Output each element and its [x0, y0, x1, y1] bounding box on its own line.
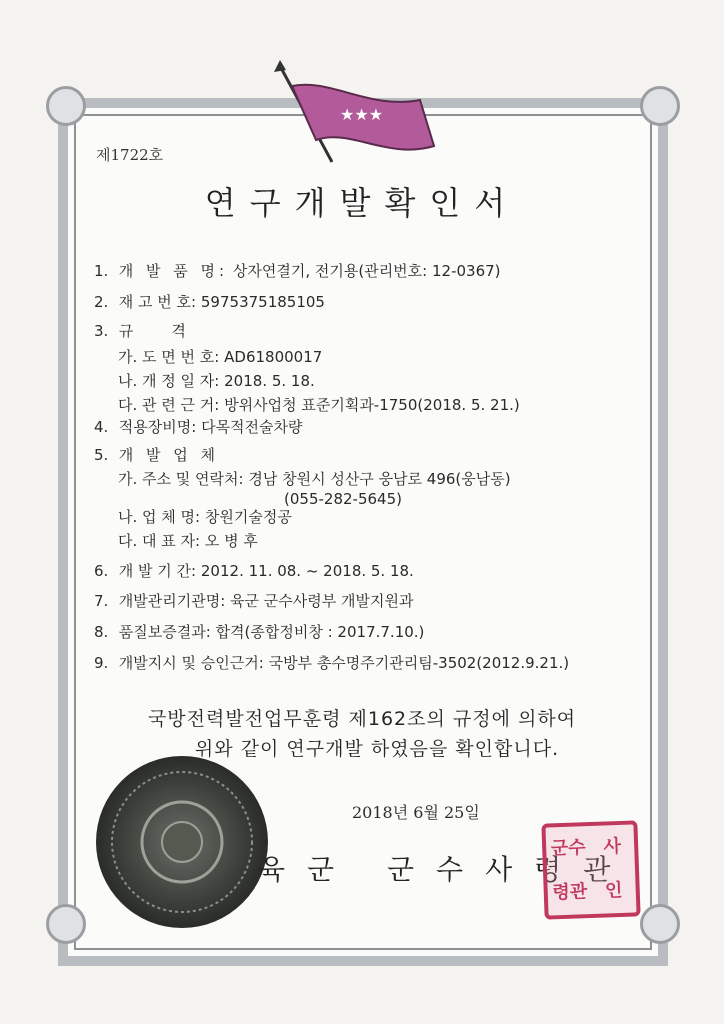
- item-value: 합격(종합정비창 : 2017.7.10.): [215, 623, 425, 641]
- item-stock-number: [94, 291, 325, 312]
- item-value: 국방부 총수명주기관리팀-3502(2012.9.21.): [268, 654, 570, 672]
- subitem-label: 가. 주소 및 연락처:: [118, 470, 244, 488]
- item-number: 5.: [94, 446, 109, 464]
- subitem-value: 2018. 5. 18.: [224, 372, 315, 390]
- stamp-text: 군수: [550, 837, 586, 860]
- item-label: 개발지시 및 승인근거:: [118, 654, 264, 672]
- subitem-address: [118, 468, 511, 489]
- document-number: 제1722호: [96, 146, 164, 164]
- item-product-name: [94, 260, 501, 281]
- item-value: 5975375185105: [200, 293, 325, 311]
- item-developer: [94, 444, 219, 465]
- item-applied-equipment: [94, 416, 303, 437]
- item-number: 2.: [94, 293, 109, 311]
- border-corner-ornament: [46, 904, 86, 944]
- item-label: 개 발 업 체: [118, 446, 220, 464]
- subitem-drawing-number: [118, 346, 322, 367]
- item-value: 상자연결기, 전기용(관리번호: 12-0367): [232, 262, 501, 280]
- item-number: 1.: [94, 262, 109, 280]
- border-corner-ornament: [640, 86, 680, 126]
- subitem-value: 방위사업청 표준기획과-1750(2018. 5. 21.): [224, 396, 520, 414]
- item-quality-result: [94, 621, 424, 642]
- item-development-period: [94, 560, 414, 581]
- subitem-revision-date: [118, 370, 315, 391]
- official-stamp: [541, 820, 640, 919]
- item-label: 규 격: [118, 322, 186, 340]
- declaration-line: 위와 같이 연구개발 하였음을 확인합니다.: [194, 738, 560, 760]
- item-managing-agency: [94, 590, 413, 611]
- item-approval-basis: [94, 652, 569, 673]
- subitem-value: AD61800017: [224, 348, 323, 366]
- border-corner-ornament: [46, 86, 86, 126]
- embossed-seal-icon: [92, 752, 272, 932]
- subitem-label: 가. 도 면 번 호:: [118, 348, 220, 366]
- stamp-text: 령관: [552, 881, 588, 904]
- item-number: 7.: [94, 592, 109, 610]
- subitem-label: 나. 업 체 명:: [118, 508, 201, 526]
- item-number: 9.: [94, 654, 109, 672]
- general-flag-icon: [270, 58, 450, 168]
- subitem-label: 나. 개 정 일 자:: [118, 372, 220, 390]
- item-value: 2012. 11. 08. ~ 2018. 5. 18.: [200, 562, 414, 580]
- item-number: 4.: [94, 418, 109, 436]
- subitem-value: 창원기술정공: [204, 508, 292, 526]
- document-title: 연구개발확인서: [204, 184, 520, 222]
- item-label: 재 고 번 호:: [118, 293, 197, 311]
- subitem-value: 경남 창원시 성산구 웅남로 496(웅남동): [248, 470, 511, 488]
- subitem-related-basis: [118, 394, 520, 415]
- item-label: 개발관리기관명:: [118, 592, 226, 610]
- item-value: 육군 군수사령부 개발지원과: [230, 592, 414, 610]
- stamp-text: 사: [603, 835, 622, 858]
- item-label: 적용장비명:: [118, 418, 197, 436]
- item-label: 개 발 품 명:: [118, 262, 229, 280]
- item-label: 개 발 기 간:: [118, 562, 197, 580]
- item-specification: [94, 320, 186, 341]
- border-corner-ornament: [640, 904, 680, 944]
- issuer-name: 육군 군수사령관: [258, 853, 633, 886]
- subitem-label: 다. 대 표 자:: [118, 532, 201, 550]
- stamp-text: 인: [604, 879, 623, 902]
- item-label: 품질보증결과:: [118, 623, 211, 641]
- issue-date: 2018년 6월 25일: [352, 803, 480, 822]
- item-number: 3.: [94, 322, 109, 340]
- item-number: 6.: [94, 562, 109, 580]
- item-value: 다목적전술차량: [201, 418, 303, 436]
- declaration-line: 국방전력발전업무훈령 제162조의 규정에 의하여: [147, 708, 577, 730]
- svg-text:★★★: ★★★: [340, 105, 384, 124]
- subitem-phone: (055-282-5645): [284, 490, 402, 508]
- subitem-value: 오 병 후: [204, 532, 258, 550]
- subitem-label: 다. 관 련 근 거:: [118, 396, 220, 414]
- item-number: 8.: [94, 623, 109, 641]
- subitem-representative: [118, 530, 258, 551]
- subitem-company-name: [118, 506, 292, 527]
